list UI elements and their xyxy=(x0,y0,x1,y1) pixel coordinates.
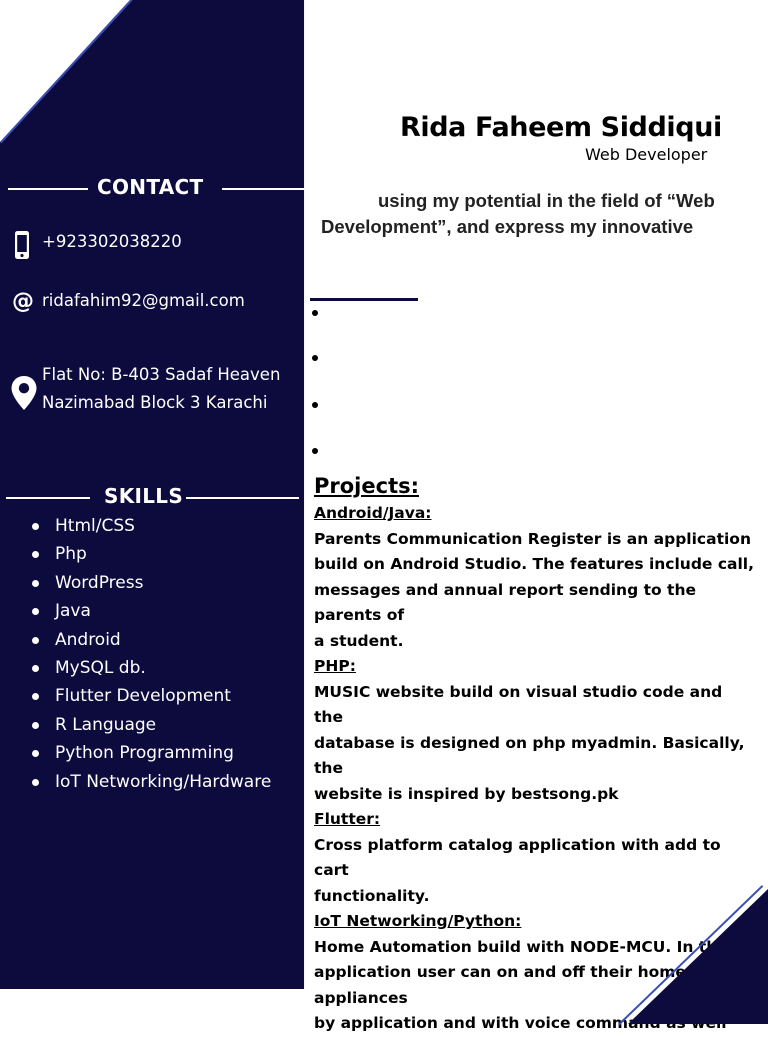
project-description-line: database is designed on php myadmin. Basically, the xyxy=(314,733,745,777)
objective-line-1: using my potential in the field of “Web xyxy=(378,190,715,211)
section-divider xyxy=(310,298,418,301)
objective-line-2: Development”, and express my innovative xyxy=(321,216,694,237)
address-line-2: Nazimabad Block 3 Karachi xyxy=(42,393,268,412)
job-title: Web Developer xyxy=(585,145,708,164)
project-title: IoT Networking/Python: xyxy=(314,912,522,930)
address-line-1: Flat No: B-403 Sadaf Heaven xyxy=(42,365,281,384)
skill-item: Php xyxy=(26,540,271,568)
project-title: Flutter: xyxy=(314,810,381,828)
mobile-phone-icon xyxy=(14,230,30,264)
skill-item: R Language xyxy=(26,711,271,739)
project-description-line: a student. xyxy=(314,631,404,650)
project-title: Android/Java: xyxy=(314,504,432,522)
empty-bullet xyxy=(312,355,318,361)
project-description-line: by application and with voice command as well xyxy=(314,1014,727,1032)
project-description-line: Home Automation build with NODE-MCU. In this xyxy=(314,937,732,956)
person-name: Rida Faheem Siddiqui xyxy=(400,112,722,143)
skill-item: Html/CSS xyxy=(26,512,271,540)
skill-item: MySQL db. xyxy=(26,654,271,682)
projects-heading: Projects: xyxy=(314,474,419,498)
skill-item: Flutter Development xyxy=(26,682,271,710)
project-description-line: application user can on and off their home appliances xyxy=(314,963,686,1007)
project-title: PHP: xyxy=(314,657,356,675)
project-description-line: MUSIC website build on visual studio code and the xyxy=(314,682,723,726)
project-description-line: Cross platform catalog application with add to cart xyxy=(314,835,721,879)
contact-heading: CONTACT xyxy=(97,175,204,199)
skill-item: Python Programming xyxy=(26,739,271,767)
skill-item: IoT Networking/Hardware xyxy=(26,768,271,796)
skill-item: Java xyxy=(26,597,271,625)
sidebar-bottom-gap xyxy=(0,989,305,1024)
project-description-line: Parents Communication Register is an application xyxy=(314,529,751,548)
at-sign-icon: @ xyxy=(12,289,34,314)
project-description-line: messages and annual report sending to the parents of xyxy=(314,580,696,624)
skill-item: WordPress xyxy=(26,569,271,597)
email-address[interactable]: ridafahim92@gmail.com xyxy=(42,291,245,310)
skills-rule-left xyxy=(6,497,90,499)
empty-bullet xyxy=(312,310,318,316)
objective-statement xyxy=(321,188,751,240)
location-pin-icon xyxy=(10,375,38,415)
empty-bullet xyxy=(312,402,318,408)
project-description-line: build on Android Studio. The features include call, xyxy=(314,555,755,573)
skills-heading: SKILLS xyxy=(104,484,184,508)
contact-rule-right xyxy=(222,188,304,190)
phone-number[interactable]: +923302038220 xyxy=(42,232,182,251)
skills-rule-right xyxy=(186,497,299,499)
contact-rule-left xyxy=(8,188,88,190)
empty-bullet xyxy=(312,448,318,454)
skills-section-header xyxy=(0,484,304,510)
project-description-line: website is inspired by bestsong.pk xyxy=(314,784,619,803)
skills-list xyxy=(26,512,271,796)
bottom-right-corner-decoration xyxy=(628,889,768,1024)
skill-item: Android xyxy=(26,626,271,654)
contact-section-header xyxy=(0,175,304,201)
project-description-line: functionality. xyxy=(314,886,430,905)
